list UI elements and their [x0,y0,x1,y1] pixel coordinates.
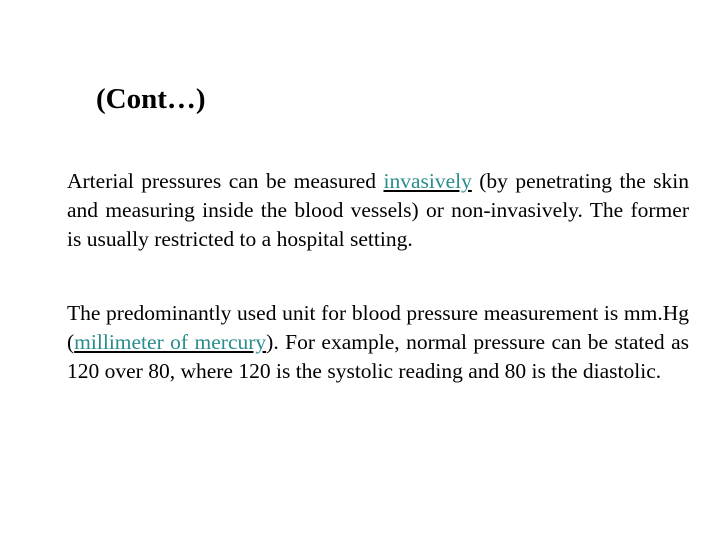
invasively-link[interactable]: invasively [383,169,472,193]
millimeter-of-mercury-link[interactable]: millimeter of mercury [74,330,267,354]
slide-title: (Cont…) [96,83,206,115]
paragraph-arterial-pressure [67,167,689,254]
paragraph-text: (by penetrating the skin and measuring inside the blood vessels) or non-invasively. The former is usually restricted to a hospital setting. [67,169,689,251]
paragraph-text: ). For example, normal pressure can be stated as 120 over 80, where 120 is the systolic reading and 80 is the diastolic. [67,330,689,383]
paragraph-unit [67,299,689,386]
paragraph-text: The predominantly used unit for blood pressure measurement is mm.Hg ( [67,301,689,354]
paragraph-text: Arterial pressures can be measured [67,169,384,193]
